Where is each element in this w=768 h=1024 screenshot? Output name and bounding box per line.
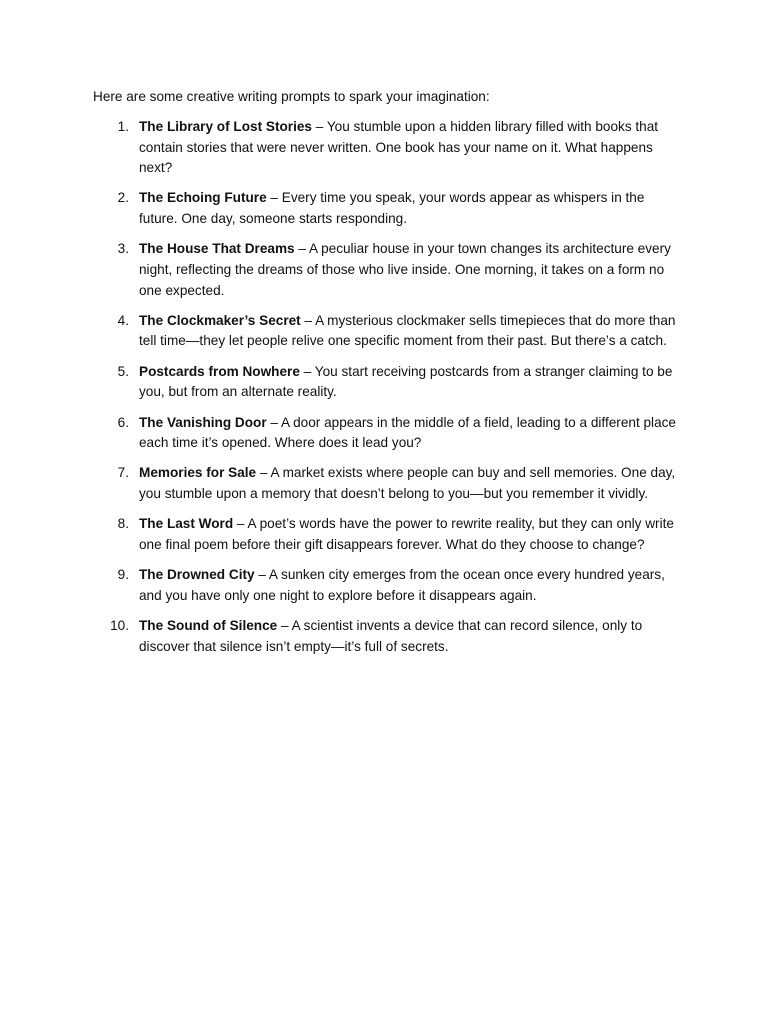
prompt-text: – You start receiving postcards from a stranger claiming to be you, but from an alternate reality. (139, 363, 673, 400)
prompt-title: The Library of Lost Stories (139, 119, 312, 134)
prompt-number: 10. (110, 618, 129, 634)
prompt-number: 3. (117, 241, 129, 257)
prompt-text: – You stumble upon a hidden library filled with books that contain stories that were never written. One book has your name on it. What happens next? (139, 119, 659, 176)
prompt-text: – A door appears in the middle of a field, leading to a different place each time it’s opened. Where does it lead you? (139, 414, 676, 451)
prompt-number: 1. (117, 119, 129, 134)
prompt-item-4 (93, 311, 683, 352)
prompt-item-7 (93, 463, 683, 504)
prompt-text: – A mysterious clockmaker sells timepieces that do more than tell time—they let people relive one specific moment from their past. But there’s a catch. (139, 312, 676, 349)
prompt-title: The Echoing Future (139, 190, 267, 206)
prompt-number: 9. (117, 567, 129, 583)
prompt-item-10 (93, 616, 683, 657)
prompt-text: – A scientist invents a device that can record silence, only to discover that silence isn’t empty—it’s full of secrets. (139, 618, 643, 654)
prompt-item-9 (93, 565, 683, 606)
prompt-title: The Clockmaker’s Secret (139, 312, 301, 328)
prompt-text: – Every time you speak, your words appear as whispers in the future. One day, someone starts responding. (139, 190, 645, 227)
prompt-number: 5. (117, 363, 129, 379)
prompt-item-2 (93, 188, 683, 229)
prompt-text: – A sunken city emerges from the ocean once every hundred years, and you have only one night to explore before it disappears again. (139, 567, 665, 603)
prompt-title: The Last Word (139, 516, 234, 532)
prompt-item-3 (93, 239, 683, 301)
intro-paragraph: Here are some creative writing prompts to spark your imagination: (93, 89, 490, 104)
prompt-list (93, 117, 683, 667)
prompt-item-6 (93, 413, 683, 454)
prompt-title: The Drowned City (139, 567, 255, 583)
prompt-title: Postcards from Nowhere (139, 363, 300, 379)
prompt-item-5 (93, 362, 683, 403)
prompt-number: 4. (117, 312, 129, 328)
prompt-title: The Vanishing Door (139, 414, 267, 430)
prompt-number: 7. (117, 465, 129, 481)
prompt-title: Memories for Sale (139, 465, 257, 481)
prompt-number: 8. (117, 516, 129, 532)
prompt-text: – A poet’s words have the power to rewrite reality, but they can only write one final poem before their gift disappears forever. What do they choose to change? (139, 516, 674, 552)
prompt-number: 6. (117, 414, 129, 430)
prompt-title: The Sound of Silence (139, 618, 278, 634)
prompt-item-8 (93, 514, 683, 555)
prompt-title: The House That Dreams (139, 241, 295, 257)
prompt-item-1 (93, 117, 683, 179)
prompt-text: – A peculiar house in your town changes its architecture every night, reflecting the dreams of those who live inside. One morning, it takes on a form no one expected. (139, 241, 671, 298)
prompt-text: – A market exists where people can buy and sell memories. One day, you stumble upon a memory that doesn’t belong to you—but you remember it vividly. (139, 465, 676, 502)
prompt-number: 2. (117, 190, 129, 206)
